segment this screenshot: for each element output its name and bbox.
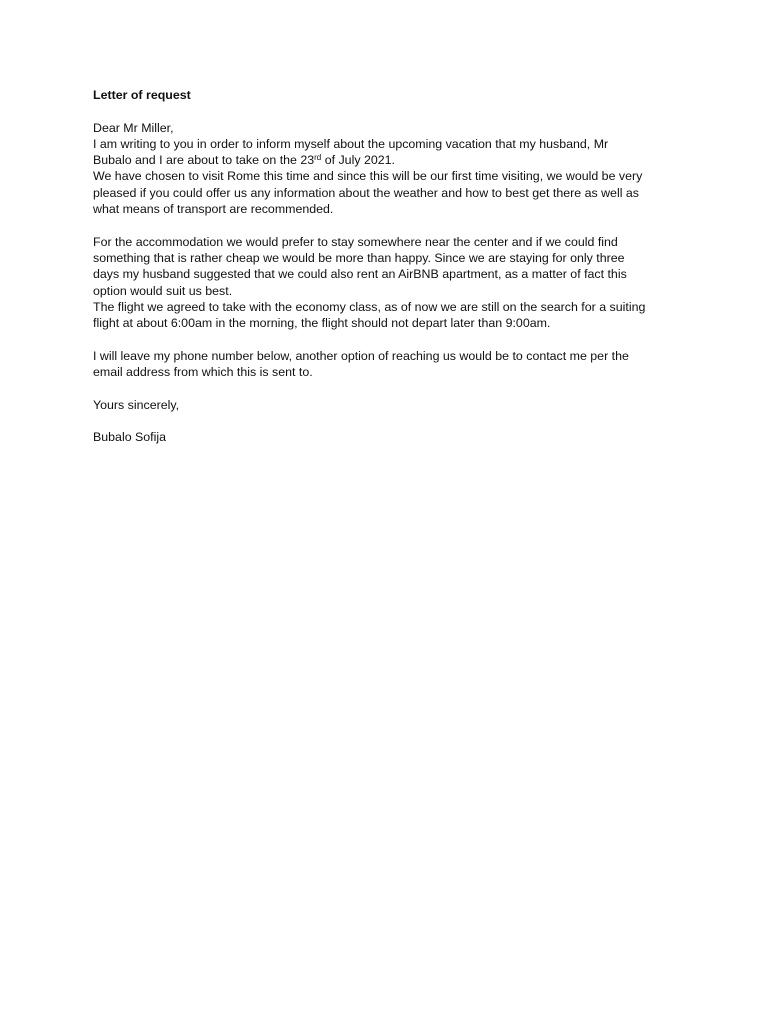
paragraph-2-line-2: something that is rather cheap we would be more than happy. Since we are staying for only three	[93, 250, 625, 265]
paragraph-1-line-5: what means of transport are recommended.	[93, 202, 334, 217]
paragraph-2-line-4: option would suit us best.	[93, 283, 233, 298]
paragraph-3-line-2: email address from which this is sent to.	[93, 365, 313, 380]
spacer	[93, 217, 683, 233]
paragraph-1-line-4: pleased if you could offer us any information about the weather and how to best get there as well as	[93, 185, 639, 200]
spacer	[93, 380, 683, 396]
paragraph-1-line-1: I am writing to you in order to inform myself about the upcoming vacation that my husband, Mr	[93, 136, 609, 151]
date-text-post: of July 2021.	[321, 153, 395, 168]
salutation: Dear Mr Miller,	[93, 120, 174, 135]
paragraph-2-line-5: The flight we agreed to take with the economy class, as of now we are still on the search for a suiting	[93, 299, 646, 314]
date-text-pre: Bubalo and I are about to take on the 23	[93, 153, 315, 168]
spacer	[93, 413, 683, 429]
letter-body	[93, 87, 683, 446]
paragraph-1-line-3: We have chosen to visit Rome this time and since this will be our first time visiting, we would be very	[93, 169, 643, 184]
paragraph-2-line-1: For the accommodation we would prefer to stay somewhere near the center and if we could find	[93, 234, 618, 249]
spacer	[93, 103, 683, 119]
signature: Bubalo Sofija	[93, 430, 167, 445]
ordinal-suffix: rd	[314, 153, 322, 163]
paragraph-2-line-6: flight at about 6:00am in the morning, the flight should not depart later than 9:00am.	[93, 316, 551, 331]
paragraph-1-line-2	[93, 152, 683, 168]
spacer	[93, 331, 683, 347]
paragraph-2-line-3: days my husband suggested that we could also rent an AirBNB apartment, as a matter of fact this	[93, 267, 627, 282]
paragraph-3-line-1: I will leave my phone number below, another option of reaching us would be to contact me per the	[93, 348, 629, 363]
letter-title: Letter of request	[93, 88, 191, 102]
closing: Yours sincerely,	[93, 397, 180, 412]
